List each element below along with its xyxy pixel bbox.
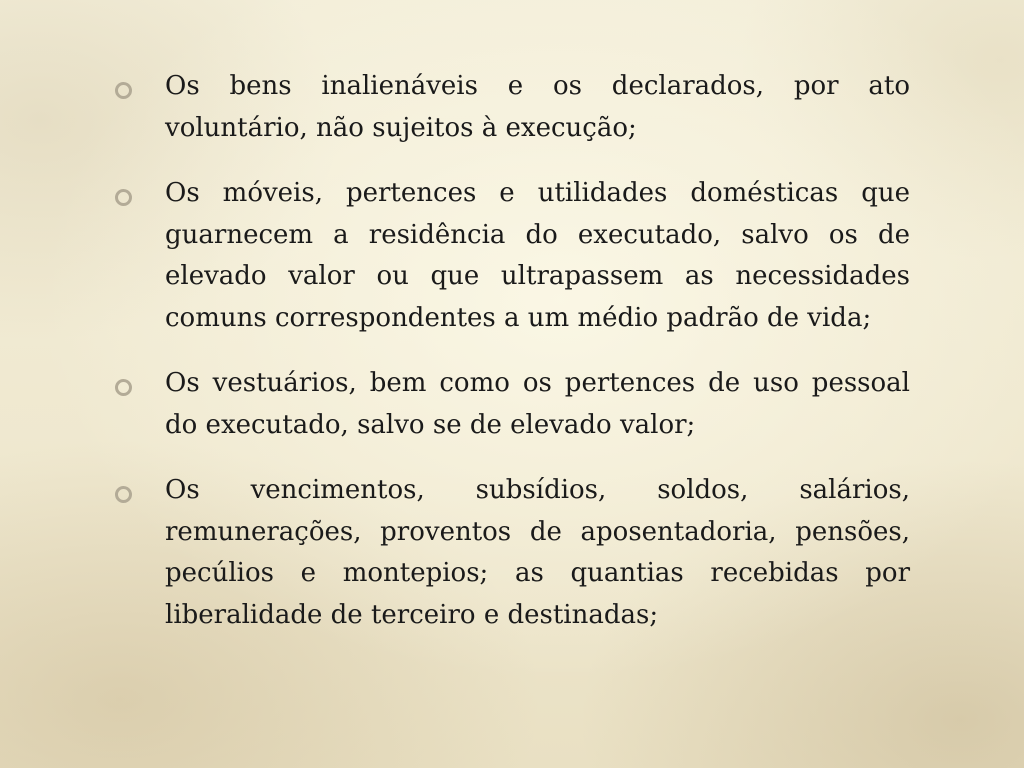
bullet-text: Os vencimentos, subsídios, soldos, salários, remunerações, proventos de aposentadoria, pensões, pecúlios e montepios; as quantias recebidas por liberalidade de terceiro e destinadas; [165, 475, 910, 630]
circle-bullet-icon [115, 379, 132, 396]
bullet-text: Os móveis, pertences e utilidades domésticas que guarnecem a residência do executado, salvo os de elevado valor ou que ultrapassem as necessidades comuns correspondentes a um médio padrão de vida; [165, 178, 910, 333]
circle-bullet-icon [115, 82, 132, 99]
bullet-list [112, 66, 910, 660]
circle-bullet-icon [115, 189, 132, 206]
bullet-item [112, 470, 910, 636]
circle-bullet-icon [115, 486, 132, 503]
bullet-item [112, 173, 910, 339]
bullet-text: Os vestuários, bem como os pertences de uso pessoal do executado, salvo se de elevado valor; [165, 368, 910, 440]
bullet-item [112, 363, 910, 446]
bullet-item [112, 66, 910, 149]
bullet-text: Os bens inalienáveis e os declarados, por ato voluntário, não sujeitos à execução; [165, 71, 910, 143]
